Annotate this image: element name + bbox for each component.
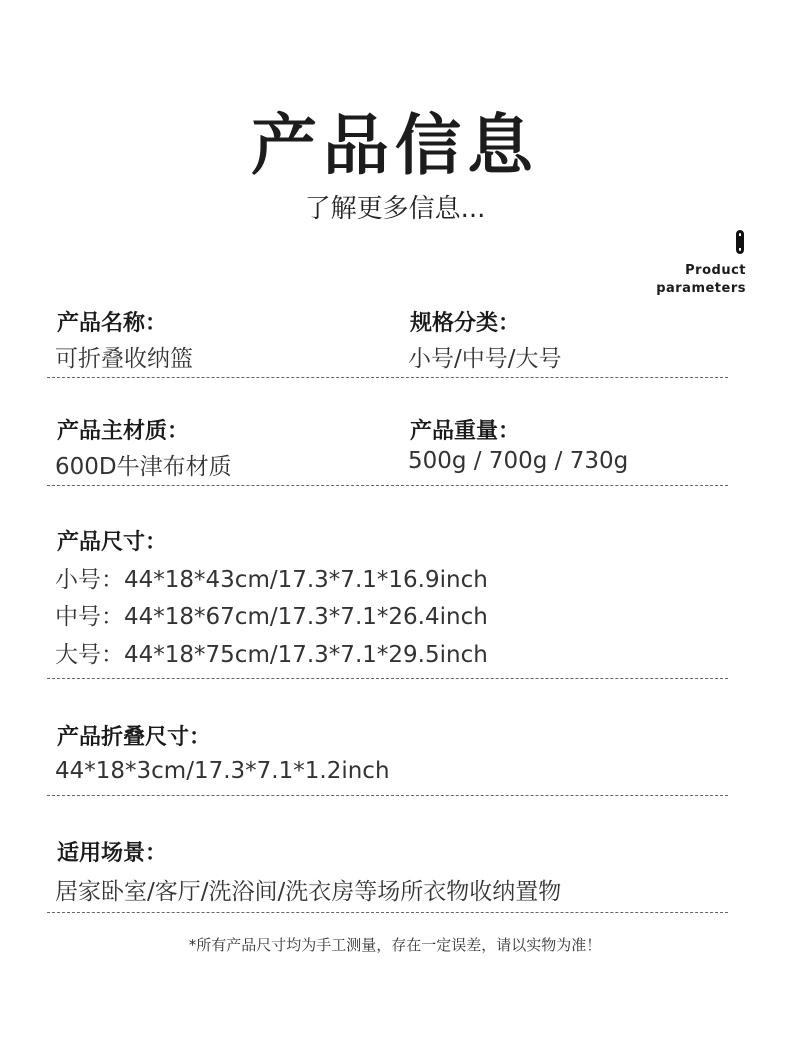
usage-label: 适用场景： [57, 841, 168, 866]
page-subtitle: 了解更多信息... [304, 194, 486, 224]
size-label: 产品尺寸： [57, 530, 168, 555]
divider [47, 678, 728, 679]
product-name-value: 可折叠收纳篮 [55, 346, 193, 372]
size-small-value: 小号：44*18*43cm/17.3*7.1*16.9inch [55, 567, 488, 593]
product-parameters-badge [656, 262, 746, 298]
divider [47, 377, 728, 378]
divider [47, 795, 728, 796]
usage-value: 居家卧室/客厅/洗浴间/洗衣房等场所衣物收纳置物 [55, 879, 562, 905]
badge-line-1: Product [685, 263, 746, 278]
size-large-value: 大号：44*18*75cm/17.3*7.1*29.5inch [55, 642, 488, 668]
pill-icon [736, 230, 744, 254]
material-label: 产品主材质： [57, 419, 190, 444]
divider [47, 912, 728, 913]
badge-line-2: parameters [656, 281, 746, 296]
folded-size-label: 产品折叠尺寸： [57, 725, 212, 750]
product-name-label: 产品名称： [57, 311, 168, 336]
material-value: 600D牛津布材质 [55, 454, 232, 480]
page-title: 产品信息 [251, 107, 539, 184]
folded-size-value: 44*18*3cm/17.3*7.1*1.2inch [55, 758, 390, 784]
weight-value: 500g / 700g / 730g [408, 448, 629, 474]
weight-label: 产品重量： [410, 419, 521, 444]
category-label: 规格分类： [410, 311, 521, 336]
size-medium-value: 中号：44*18*67cm/17.3*7.1*26.4inch [55, 604, 488, 630]
disclaimer-note: *所有产品尺寸均为手工测量，存在一定误差，请以实物为准！ [188, 936, 602, 954]
category-value: 小号/中号/大号 [408, 346, 562, 372]
divider [47, 485, 728, 486]
